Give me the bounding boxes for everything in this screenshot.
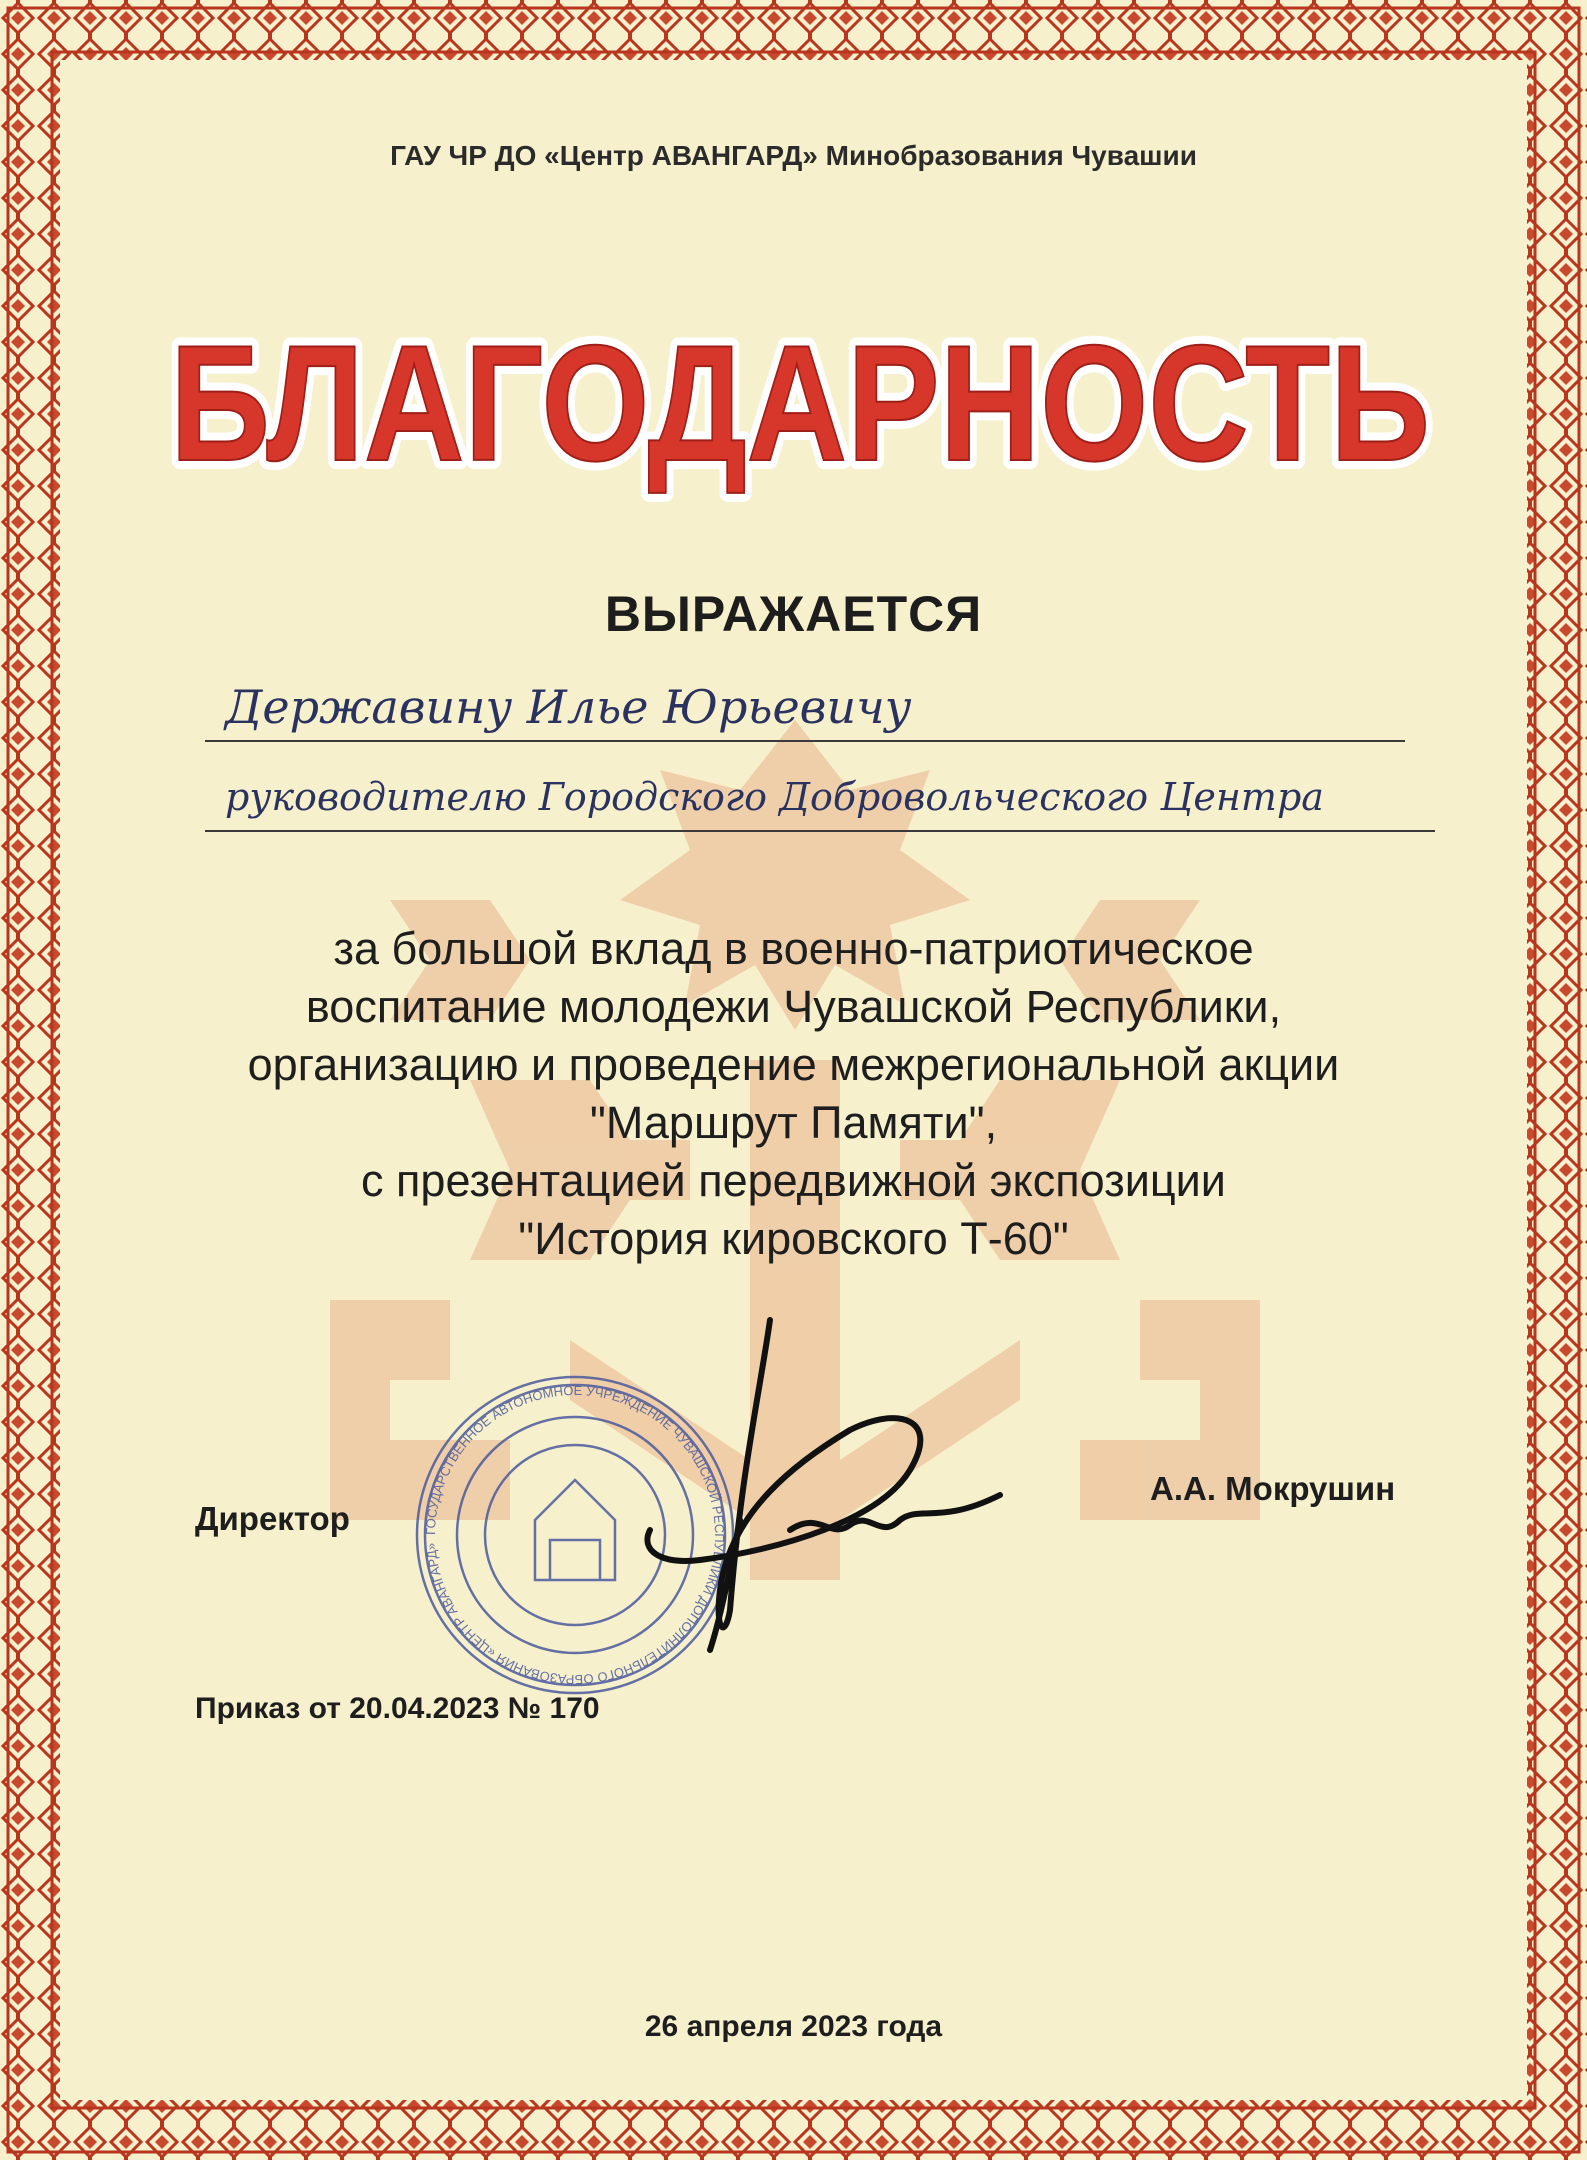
recipient-line-1-underline [205,740,1405,742]
signatory-position: Директор [195,1500,350,1537]
signatory-name: А.А. Мокрушин [1150,1470,1396,1507]
certificate-title [150,300,1450,520]
reason-text [0,920,1587,1268]
order-reference: Приказ от 20.04.2023 № 170 [195,1692,600,1725]
title-outline: БЛАГОДАРНОСТЬ [170,311,1430,495]
reason-line: воспитание молодежи Чувашской Республики, [305,981,1282,1032]
title-text: БЛАГОДАРНОСТЬ [170,311,1430,495]
expressed-label: ВЫРАЖАЕТСЯ [604,586,983,642]
organization-header: ГАУ ЧР ДО «Центр АВАНГАРД» Минобразования Чувашии [390,140,1197,171]
reason-line: "История кировского Т-60" [518,1213,1069,1264]
recipient-name: Державину Илье Юрьевичу [225,680,912,734]
reason-line: организацию и проведение межрегиональной акции [247,1039,1340,1090]
recipient-line-2-underline [205,830,1435,832]
director-signature [620,1310,1020,1670]
reason-line: с презентацией передвижной экспозиции [361,1155,1226,1206]
recipient-position: руководителю Городского Добровольческого Центра [225,775,1324,819]
seal-text: ГОСУДАРСТВЕННОЕ АВТОНОМНОЕ УЧРЕЖДЕНИЕ ЧУВАШСКОЙ РЕСПУБЛИКИ ДОПОЛНИТЕЛЬНОГО ОБРАЗОВАНИЯ «ЦЕНТР АВАНГАРД» [422,1382,728,1688]
issue-date: 26 апреля 2023 года [644,2010,943,2043]
reason-line: "Маршрут Памяти", [589,1097,998,1148]
reason-line: за большой вклад в военно-патриотическое [333,923,1254,974]
